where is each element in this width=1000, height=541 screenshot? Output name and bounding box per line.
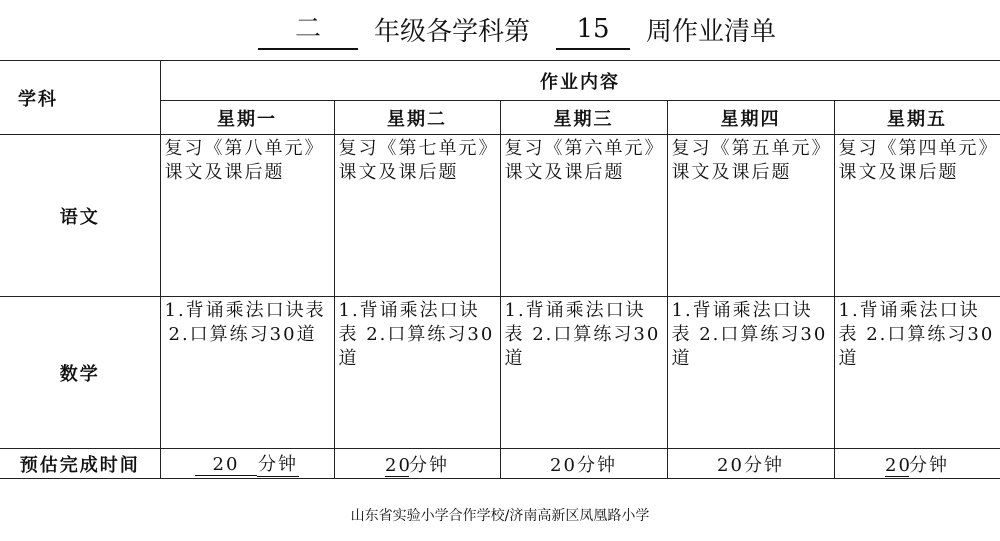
math-row bbox=[0, 297, 1000, 449]
math-task-monday-line2: 2.口算练习30道 bbox=[168, 324, 317, 345]
chinese-task-tuesday: 复习《第七单元》课文及课后题 bbox=[334, 135, 500, 297]
school-footer: 山东省实验小学合作学校/济南高新区凤凰路小学 bbox=[350, 508, 650, 524]
time-unit: 分钟 bbox=[743, 454, 784, 476]
time-value: 20 bbox=[550, 454, 577, 476]
subject-chinese: 语文 bbox=[0, 135, 160, 297]
chinese-task-wednesday: 复习《第六单元》课文及课后题 bbox=[500, 135, 667, 297]
time-wednesday bbox=[500, 449, 667, 479]
subject-math: 数学 bbox=[0, 297, 160, 449]
day-header-thursday: 星期四 bbox=[667, 101, 834, 135]
time-label: 预估完成时间 bbox=[0, 449, 160, 479]
math-task-thursday: 1.背诵乘法口诀表 2.口算练习30道 bbox=[667, 297, 834, 449]
subject-header: 学科 bbox=[0, 61, 160, 135]
math-task-monday bbox=[160, 297, 334, 449]
time-value: 20 bbox=[885, 454, 912, 476]
chinese-row bbox=[0, 135, 1000, 297]
math-task-tuesday: 1.背诵乘法口诀表 2.口算练习30道 bbox=[334, 297, 500, 449]
chinese-task-monday: 复习《第八单元》课文及课后题 bbox=[160, 135, 334, 297]
day-header-friday: 星期五 bbox=[834, 101, 1000, 135]
time-tuesday bbox=[334, 449, 500, 479]
time-friday bbox=[834, 449, 1000, 479]
math-task-monday-line1: 1.背诵乘法口诀表 bbox=[164, 300, 326, 321]
time-value: 20 bbox=[195, 454, 257, 476]
day-header-wednesday: 星期三 bbox=[500, 101, 667, 135]
time-row bbox=[0, 449, 1000, 479]
time-unit: 分钟 bbox=[576, 454, 617, 476]
time-value: 20 bbox=[385, 454, 412, 476]
title-prefix: 年级各学科第 bbox=[374, 17, 531, 47]
time-monday bbox=[160, 449, 334, 479]
time-unit: 分钟 bbox=[257, 450, 299, 477]
time-unit: 分钟 bbox=[909, 454, 950, 476]
title-grade: 二 bbox=[258, 10, 358, 50]
time-value: 20 bbox=[717, 454, 744, 476]
page-title bbox=[0, 10, 1000, 54]
homework-table bbox=[0, 60, 1000, 479]
math-task-friday: 1.背诵乘法口诀表 2.口算练习30道 bbox=[834, 297, 1000, 449]
day-header-tuesday: 星期二 bbox=[334, 101, 500, 135]
chinese-task-friday: 复习《第四单元》课文及课后题 bbox=[834, 135, 1000, 297]
title-suffix: 周作业清单 bbox=[646, 17, 777, 47]
time-unit: 分钟 bbox=[409, 454, 449, 476]
chinese-task-thursday: 复习《第五单元》课文及课后题 bbox=[667, 135, 834, 297]
title-week: 15 bbox=[556, 10, 630, 50]
time-thursday bbox=[667, 449, 834, 479]
day-header-monday: 星期一 bbox=[160, 101, 334, 135]
math-task-wednesday: 1.背诵乘法口诀表 2.口算练习30道 bbox=[500, 297, 667, 449]
content-header: 作业内容 bbox=[160, 61, 1000, 101]
